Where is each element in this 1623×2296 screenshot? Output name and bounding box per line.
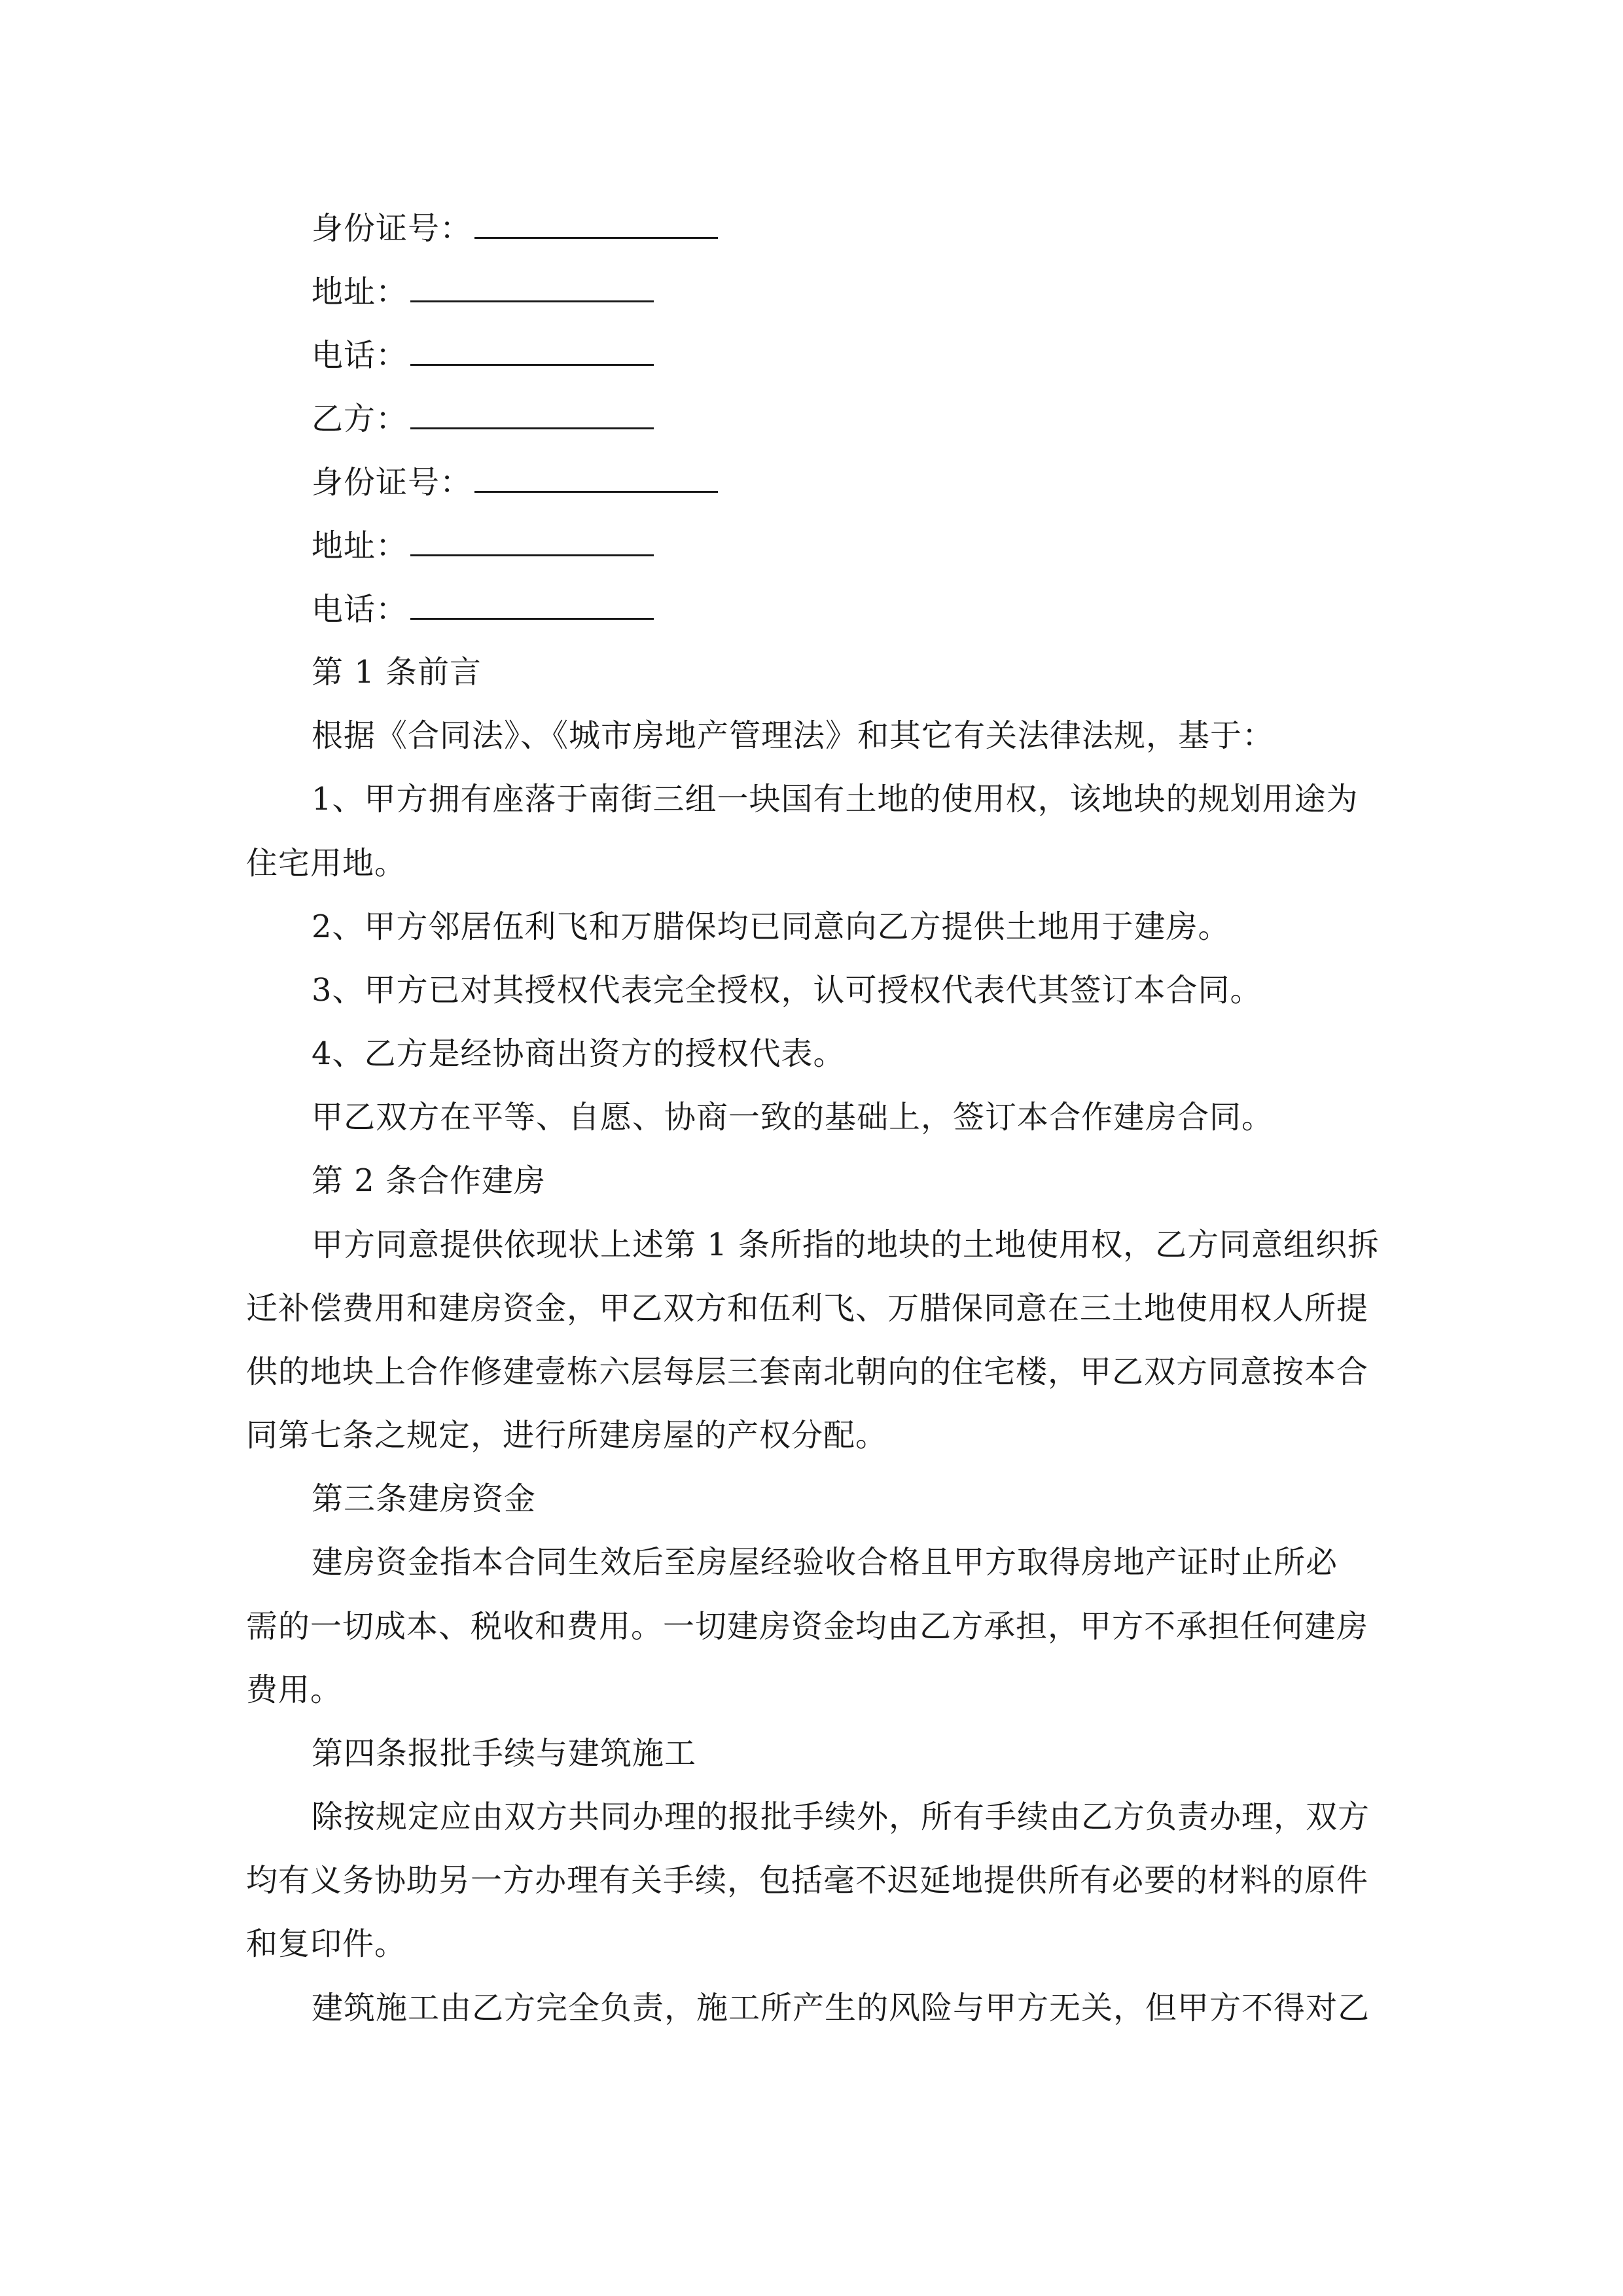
article-1-heading: 第 1 条前言 bbox=[312, 654, 482, 691]
article-1-closing: 甲乙双方在平等、自愿、协商一致的基础上，签订本合作建房合同。 bbox=[312, 1099, 1274, 1136]
field-label: 地址： bbox=[312, 528, 408, 564]
id-blank-line[interactable] bbox=[474, 462, 718, 493]
article-4-line-1: 除按规定应由双方共同办理的报批手续外，所有手续由乙方负责办理，双方 bbox=[312, 1799, 1370, 1835]
field-label: 乙方： bbox=[312, 401, 408, 437]
phone-blank-line[interactable] bbox=[410, 335, 654, 366]
party-b-address-field bbox=[312, 526, 654, 565]
article-1-item-4: 4、乙方是经协商出资方的授权代表。 bbox=[312, 1035, 846, 1072]
field-label: 电话： bbox=[312, 591, 408, 628]
party-a-phone-field bbox=[312, 335, 654, 375]
field-label: 地址： bbox=[312, 274, 408, 310]
article-2-line-2: 迁补偿费用和建房资金，甲乙双方和伍利飞、万腊保同意在三土地使用权人所提 bbox=[246, 1290, 1369, 1327]
article-4-line-4: 建筑施工由乙方完全负责，施工所产生的风险与甲方无关，但甲方不得对乙 bbox=[312, 1990, 1370, 2026]
article-3-line-2: 需的一切成本、税收和费用。一切建房资金均由乙方承担，甲方不承担任何建房 bbox=[246, 1608, 1369, 1645]
article-1-item-2: 2、甲方邻居伍利飞和万腊保均已同意向乙方提供土地用于建房。 bbox=[312, 908, 1230, 945]
article-2-line-4: 同第七条之规定，进行所建房屋的产权分配。 bbox=[246, 1417, 888, 1454]
party-a-address-field bbox=[312, 272, 654, 312]
party-a-id-field bbox=[312, 208, 718, 248]
article-1-item-3: 3、甲方已对其授权代表完全授权，认可授权代表代其签订本合同。 bbox=[312, 972, 1262, 1009]
article-1-item-1-line-2: 住宅用地。 bbox=[246, 845, 407, 882]
article-1-intro: 根据《合同法》、《城市房地产管理法》和其它有关法律法规，基于： bbox=[312, 717, 1275, 754]
party-b-id-field bbox=[312, 462, 718, 502]
name-blank-line[interactable] bbox=[410, 399, 654, 429]
article-1-item-1-line-1: 1、甲方拥有座落于南街三组一块国有土地的使用权，该地块的规划用途为 bbox=[312, 781, 1359, 817]
party-b-phone-field bbox=[312, 589, 654, 629]
article-2-heading: 第 2 条合作建房 bbox=[312, 1162, 546, 1199]
address-blank-line[interactable] bbox=[410, 272, 654, 302]
article-2-line-3: 供的地块上合作修建壹栋六层每层三套南北朝向的住宅楼，甲乙双方同意按本合 bbox=[246, 1354, 1369, 1390]
phone-blank-line[interactable] bbox=[410, 589, 654, 620]
article-4-line-2: 均有义务协助另一方办理有关手续，包括毫不迟延地提供所有必要的材料的原件 bbox=[246, 1862, 1369, 1899]
field-label: 身份证号： bbox=[312, 464, 473, 501]
field-label: 电话： bbox=[312, 337, 408, 374]
field-label: 身份证号： bbox=[312, 210, 473, 247]
article-3-line-3: 费用。 bbox=[246, 1672, 343, 1708]
article-4-line-3: 和复印件。 bbox=[246, 1926, 407, 1962]
article-3-line-1: 建房资金指本合同生效后至房屋经验收合格且甲方取得房地产证时止所必 bbox=[312, 1544, 1338, 1581]
article-2-line-1: 甲方同意提供依现状上述第 1 条所指的地块的土地使用权，乙方同意组织拆 bbox=[312, 1227, 1380, 1263]
article-3-heading: 第三条建房资金 bbox=[312, 1480, 537, 1517]
id-blank-line[interactable] bbox=[474, 208, 718, 239]
address-blank-line[interactable] bbox=[410, 526, 654, 556]
party-b-name-field bbox=[312, 399, 654, 439]
article-4-heading: 第四条报批手续与建筑施工 bbox=[312, 1735, 697, 1772]
